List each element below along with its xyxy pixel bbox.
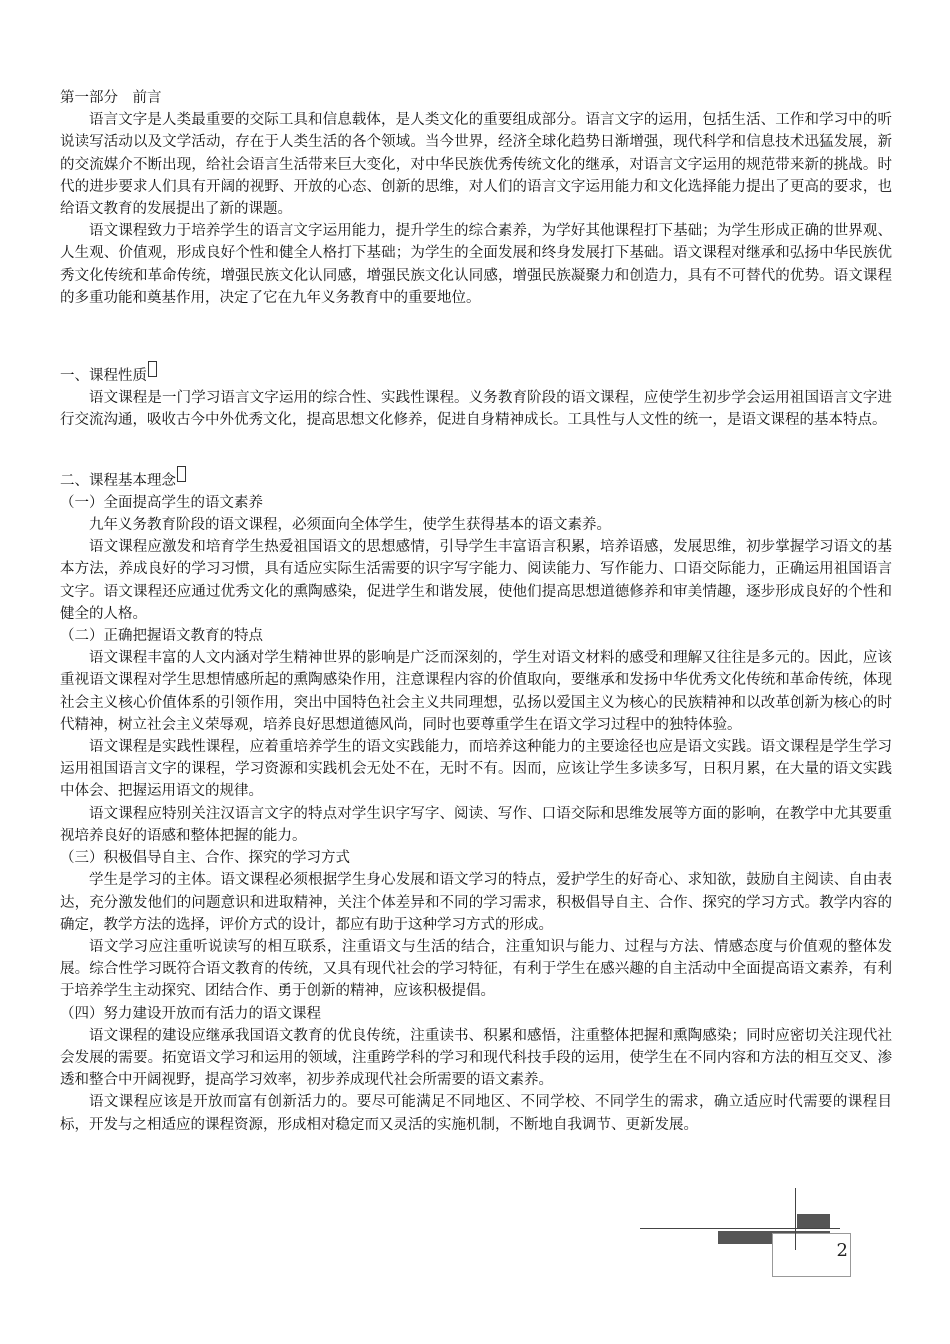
subsection-3-paragraph-1: 学生是学习的主体。语文课程必须根据学生身心发展和语文学习的特点，爱护学生的好奇心、求知欲，鼓励自主阅读、自由表达，充分激发他们的问题意识和进取精神，关注个体差异和不同的学习需求，积极倡导自主、合作、探究的学习方式。教学内容的确定，教学方法的选择，评价方式的设计，都应有助于这种学习方式的形成。 [60, 872, 892, 933]
section-2-heading [60, 470, 892, 492]
footer-accent-bar [797, 1214, 830, 1228]
footer-rule [640, 1228, 840, 1229]
section-2-title: 二、课程基本理念 [60, 472, 176, 489]
preface-paragraph-2: 语文课程致力于培养学生的语言文字运用能力，提升学生的综合素养，为学好其他课程打下基础；为学生形成正确的世界观、人生观、价值观，形成良好个性和健全人格打下基础；为学生的全面发展和终身发展打下基础。语文课程对继承和弘扬中华民族优秀文化传统和革命传统，增强民族文化认同感，增强民族文化认同感，增强民族凝聚力和创造力，具有不可替代的优势。语文课程的多重功能和奠基作用，决定了它在九年义务教育中的重要地位。 [60, 223, 892, 306]
placeholder-box-icon [148, 361, 157, 377]
page-number: 2 [836, 1240, 848, 1261]
section-1-title: 一、课程性质 [60, 368, 147, 385]
page-footer [640, 1188, 870, 1288]
subsection-4-title: （四）努力建设开放而有活力的语文课程 [60, 1005, 321, 1022]
subsection-2-paragraph-2: 语文课程是实践性课程，应着重培养学生的语文实践能力，而培养这种能力的主要途径也应是语文实践。语文课程是学生学习运用祖国语言文字的课程，学习资源和实践机会无处不在，无时不有。因而，应该让学生多读多写，日积月累，在大量的语文实践中体会、把握运用语文的规律。 [60, 739, 892, 800]
subsection-4-paragraph-1: 语文课程的建设应继承我国语文教育的优良传统，注重读书、积累和感悟，注重整体把握和熏陶感染；同时应密切关注现代社会发展的需要。拓宽语文学习和运用的领域，注重跨学科的学习和现代科技手段的运用，使学生在不同内容和方法的相互交叉、渗透和整合中开阔视野，提高学习效率，初步养成现代社会所需要的语文素养。 [60, 1027, 892, 1089]
section-1-heading [60, 365, 892, 387]
preface-paragraph-1: 语言文字是人类最重要的交际工具和信息载体，是人类文化的重要组成部分。语言文字的运用，包括生活、工作和学习中的听说读写活动以及文学活动，存在于人类生活的各个领域。当今世界，经济全球化趋势日渐增强，现代科学和信息技术迅猛发展，新的交流媒介不断出现，给社会语言生活带来巨大变化，对中华民族优秀传统文化的继承，对语言文字运用的规范带来新的挑战。时代的进步要求人们具有开阔的视野、开放的心态、创新的思维，对人们的语言文字运用能力和文化选择能力提出了更高的要求，也给语文教育的发展提出了新的课题。 [60, 112, 892, 218]
subsection-2-paragraph-1: 语文课程丰富的人文内涵对学生精神世界的影响是广泛而深刻的，学生对语文材料的感受和理解又往往是多元的。因此，应该重视语文课程对学生思想情感所起的熏陶感染作用，注意课程内容的价值取向，要继承和发扬中华优秀文化传统和革命传统，体现社会主义核心价值体系的引领作用，突出中国特色社会主义共同理想，弘扬以爱国主义为核心的民族精神和以改革创新为核心的时代精神，树立社会主义荣辱观，培养良好思想道德风尚，同时也要尊重学生在语文学习过程中的独特体验。 [60, 650, 892, 733]
subsection-3-title: （三）积极倡导自主、合作、探究的学习方式 [60, 850, 350, 867]
footer-vertical-rule [795, 1188, 796, 1250]
section-1-paragraph: 语文课程是一门学习语言文字运用的综合性、实践性课程。义务教育阶段的语文课程，应使学生初步学会运用祖国语言文字进行交流沟通，吸收古今中外优秀文化，提高思想文化修养，促进自身精神成长。工具性与人文性的统一，是语文课程的基本特点。 [60, 390, 892, 429]
part-title: 第一部分 前言 [60, 90, 162, 106]
subsection-1-paragraph-2: 语文课程应激发和培育学生热爱祖国语文的思想感情，引导学生丰富语言积累，培养语感，发展思维，初步掌握学习语文的基本方法，养成良好的学习习惯，具有适应实际生活需要的识字写字能力、阅读能力、写作能力、口语交际能力，正确运用祖国语言文字。语文课程还应通过优秀文化的熏陶感染，促进学生和谐发展，使他们提高思想道德修养和审美情趣，逐步形成良好的个性和健全的人格。 [60, 539, 892, 622]
subsection-1-title: （一）全面提高学生的语文素养 [60, 494, 263, 511]
spacer [60, 432, 892, 470]
subsection-1-paragraph-1: 九年义务教育阶段的语文课程，必须面向全体学生，使学生获得基本的语文素养。 [89, 517, 611, 534]
subsection-2-title: （二）正确把握语文教育的特点 [60, 628, 263, 645]
placeholder-box-icon [177, 466, 186, 482]
subsection-4-paragraph-2: 语文课程应该是开放而富有创新活力的。要尽可能满足不同地区、不同学校、不同学生的需求，确立适应时代需要的课程目标，开发与之相适应的课程资源，形成相对稳定而又灵活的实施机制，不断地自我调节、更新发展。 [60, 1094, 892, 1133]
spacer [60, 309, 892, 365]
subsection-3-paragraph-2: 语文学习应注重听说读写的相互联系，注重语文与生活的结合，注重知识与能力、过程与方法、情感态度与价值观的整体发展。综合性学习既符合语文教育的传统，又具有现代社会的学习特征，有利于学生在感兴趣的自主活动中全面提高语文素养，有利于培养学生主动探究、团结合作、勇于创新的精神，应该积极提倡。 [60, 938, 892, 1000]
document-page [60, 87, 892, 1136]
subsection-2-paragraph-3: 语文课程应特别关注汉语言文字的特点对学生识字写字、阅读、写作、口语交际和思维发展等方面的影响，在教学中尤其要重视培养良好的语感和整体把握的能力。 [60, 805, 892, 844]
